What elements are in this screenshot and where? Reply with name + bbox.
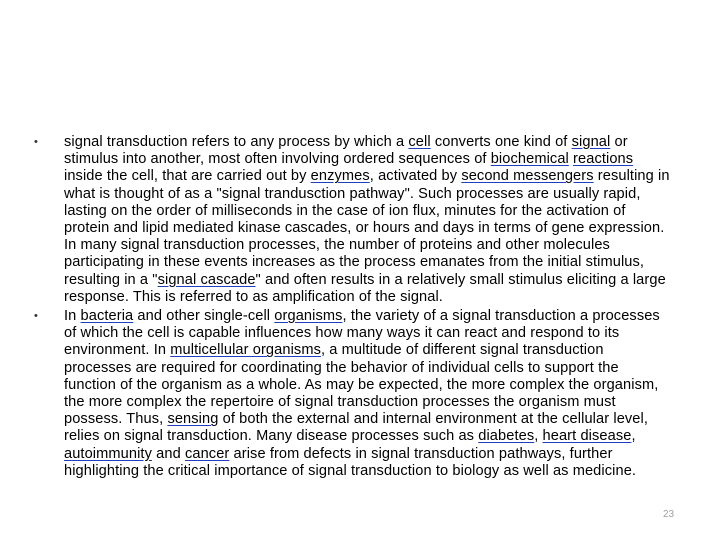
bullet-dot-icon: • [34, 310, 38, 323]
paragraph-text: In [64, 308, 81, 325]
hyperlink[interactable]: cancer [184, 445, 230, 462]
paragraph-text: , the variety of a signal transduction a processes of which the cell is capable influences how many ways it can react and respond to its environment. In [64, 308, 660, 359]
paragraph-text: , [631, 428, 636, 445]
hyperlink[interactable]: biochemical [490, 151, 569, 168]
hyperlink[interactable]: cell [408, 134, 431, 150]
paragraph-text: inside the cell, that are carried out by [64, 168, 311, 185]
paragraph-text: and [152, 445, 185, 462]
bullet-dot-icon: • [34, 136, 38, 148]
hyperlink[interactable]: multicellular organisms [170, 342, 321, 359]
hyperlink[interactable]: autoimmunity [64, 445, 152, 462]
paragraph-text: and other single-cell [133, 308, 275, 325]
bullet-list [34, 134, 674, 480]
page-number: 23 [663, 509, 675, 520]
hyperlink[interactable]: signal [571, 134, 611, 150]
paragraph-text: arise from defects in signal transduction pathways, further highlighting the critical importance of signal transduction to biology as well as medicine. [64, 445, 637, 479]
paragraph-text: of both the external and internal environment at the cellular level, relies on signal transduction. Many disease processes such as [64, 411, 649, 445]
hyperlink[interactable]: second messengers [461, 168, 594, 185]
bullet-paragraph-2 [34, 308, 674, 480]
hyperlink[interactable]: sensing [167, 411, 219, 428]
hyperlink[interactable]: enzymes [310, 168, 370, 185]
hyperlink[interactable]: signal cascade [157, 271, 256, 288]
bullet-paragraph-1 [34, 134, 674, 306]
hyperlink[interactable]: diabetes [478, 428, 535, 445]
paragraph-text: , [534, 428, 543, 445]
paragraph-text: " and often results in a relatively small stimulus eliciting a large response. This is referred to as amplification of the signal. [64, 271, 666, 305]
paragraph-text: signal transduction refers to any process by which a [64, 134, 409, 150]
paragraph-text: , activated by [369, 168, 462, 185]
hyperlink[interactable]: heart disease [542, 428, 632, 445]
hyperlink[interactable]: bacteria [80, 308, 134, 325]
paragraph-text: or stimulus into another, most often involving ordered sequences of [64, 134, 628, 168]
hyperlink[interactable]: reactions [573, 151, 634, 168]
paragraph-text: , a multitude of different signal transduction processes are required for coordinating the behavior of individual cells to support the function of the organism as a whole. As may be expected, the more complex the organism, the more complex the repertoire of signal transduction processes the organism must possess. Thus, [64, 342, 659, 428]
paragraph-text: resulting in what is thought of as a "signal trandusction pathway". Such processes are usually rapid, lasting on the order of milliseconds in the case of ion flux, minutes for the activation of protein and lipid mediated kinase cascades, or hours and days in terms of gene expression. In many signal transduction processes, the number of proteins and other molecules participating in these events increases as the process emanates from the initial stimulus, resulting in a " [64, 168, 670, 288]
paragraph-text: converts one kind of [430, 134, 572, 150]
hyperlink[interactable]: organisms [274, 308, 343, 325]
